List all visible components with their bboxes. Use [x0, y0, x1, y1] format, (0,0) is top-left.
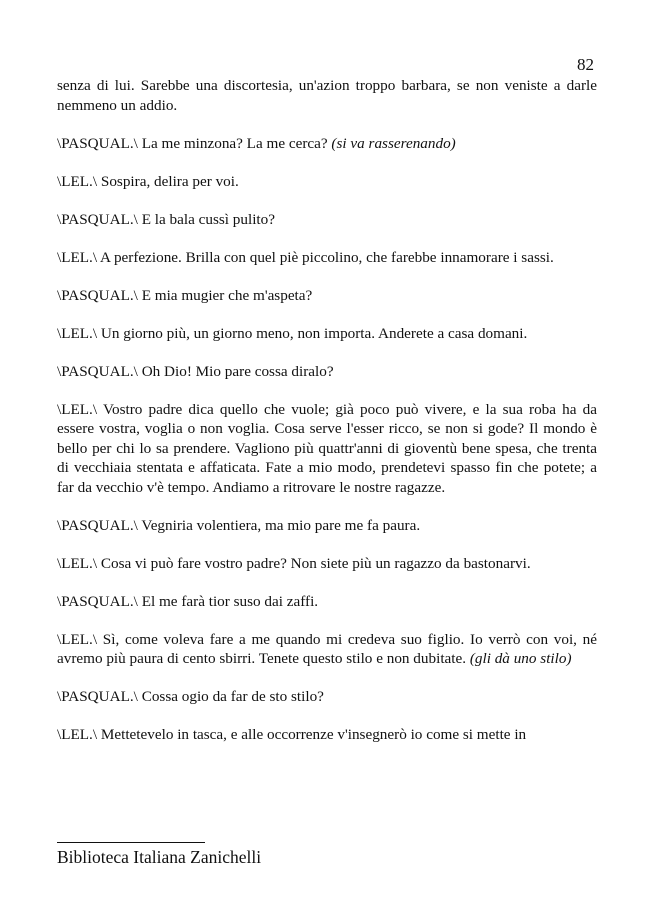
speaker-name: \PASQUAL.\: [57, 210, 138, 228]
speaker-name: \PASQUAL.\: [57, 286, 138, 304]
stage-direction: (gli dà uno stilo): [469, 650, 572, 667]
paragraph: [57, 362, 597, 382]
paragraph: [57, 248, 597, 268]
speaker-name: \LEL.\: [57, 324, 98, 342]
footer-divider: [57, 842, 205, 843]
paragraph: [57, 725, 597, 745]
dialogue-text: Cosa vi può fare vostro padre? Non siete più un ragazzo da bastonarvi.: [97, 554, 531, 572]
speaker-name: \LEL.\: [57, 248, 98, 266]
speaker-name: \PASQUAL.\: [57, 362, 138, 380]
page-number: 82: [577, 55, 594, 74]
speaker-name: \LEL.\: [57, 630, 98, 648]
paragraph: [57, 592, 597, 612]
dialogue-text: Sì, come voleva fare a me quando mi credeva suo figlio. Io verrò con voi, né avremo più paura di cento sbirri. Tenete questo stilo e non dubitate.: [57, 630, 597, 667]
paragraph: [57, 400, 597, 498]
dialogue-text: senza di lui. Sarebbe una discortesia, un'azion troppo barbara, se non veniste a darle nemmeno un addio.: [57, 77, 597, 114]
page-body: [57, 76, 597, 745]
paragraph: [57, 554, 597, 574]
dialogue-text: Vostro padre dica quello che vuole; già poco può vivere, e la sua roba ha da essere vostra, voglia o non voglia. Cosa serve l'esser ricco, se non si gode? Il mondo è bello per chi lo sa prendere. Vagliono più quattr'anni di gioventù bene spesa, che trenta di vecchiaia stentata e affaticata. Fate a mio modo, prendetevi spasso fin che potete; a far da vecchio v'è tempo. Andiamo a ritrovare le nostre ragazze.: [57, 400, 597, 496]
dialogue-text: A perfezione. Brilla con quel piè piccolino, che farebbe innamorare i sassi.: [97, 248, 554, 266]
speaker-name: \PASQUAL.\: [57, 516, 138, 534]
speaker-name: \LEL.\: [57, 400, 98, 418]
paragraph: [57, 286, 597, 306]
dialogue-text: Vegniria volentiera, ma mio pare me fa paura.: [137, 516, 421, 534]
paragraph: [57, 324, 597, 344]
dialogue-text: Oh Dio! Mio pare cossa diralo?: [137, 362, 334, 380]
dialogue-text: Cossa ogio da far de sto stilo?: [137, 688, 324, 705]
dialogue-text: Sospira, delira per voi.: [97, 172, 239, 190]
speaker-name: \PASQUAL.\: [57, 592, 138, 610]
paragraph: [57, 172, 597, 192]
speaker-name: \LEL.\: [57, 726, 98, 743]
speaker-name: \LEL.\: [57, 172, 98, 190]
dialogue-text: La me minzona? La me cerca?: [137, 134, 332, 152]
dialogue-text: E mia mugier che m'aspeta?: [137, 286, 313, 304]
paragraph: [57, 210, 597, 230]
paragraph: [57, 134, 597, 154]
stage-direction: (si va rasserenando): [331, 134, 456, 152]
dialogue-text: Un giorno più, un giorno meno, non importa. Anderete a casa domani.: [97, 324, 528, 342]
paragraph: [57, 687, 597, 707]
footer-publisher: Biblioteca Italiana Zanichelli: [57, 847, 262, 867]
paragraph: [57, 516, 597, 536]
dialogue-text: El me farà tior suso dai zaffi.: [137, 592, 319, 610]
dialogue-text: Mettetevelo in tasca, e alle occorrenze v'insegnerò io come si mette in: [97, 726, 527, 743]
speaker-name: \PASQUAL.\: [57, 688, 138, 705]
dialogue-text: E la bala cussì pulito?: [137, 210, 275, 228]
paragraph: [57, 630, 597, 669]
speaker-name: \LEL.\: [57, 554, 98, 572]
speaker-name: \PASQUAL.\: [57, 134, 138, 152]
paragraph: [57, 76, 597, 115]
